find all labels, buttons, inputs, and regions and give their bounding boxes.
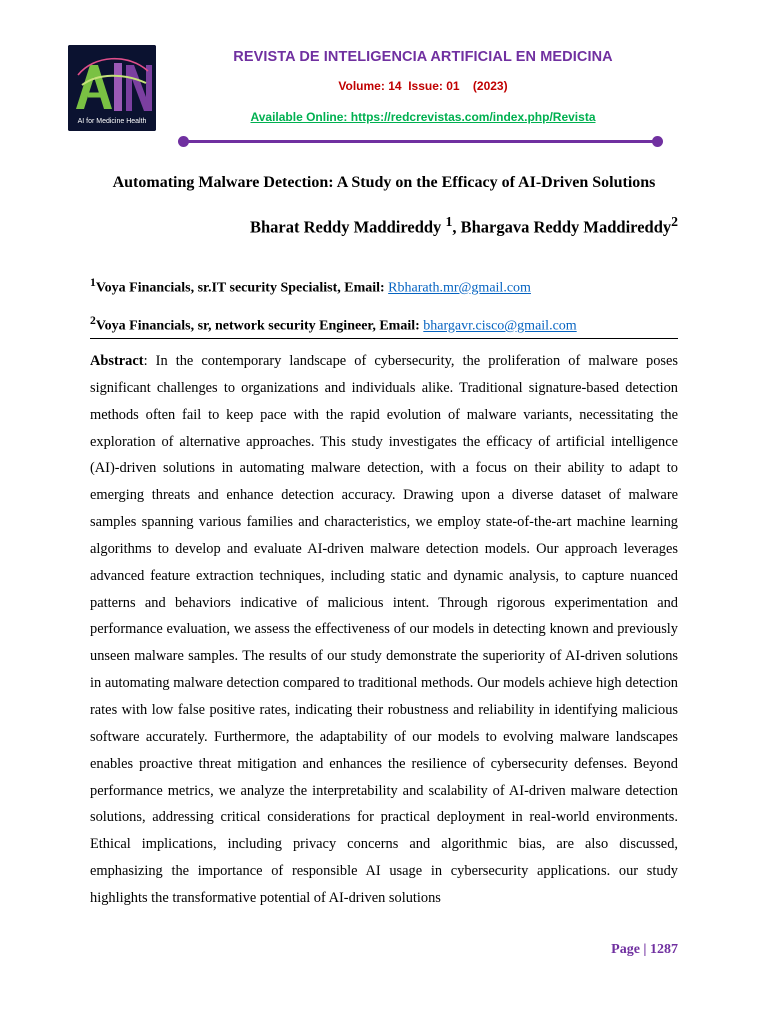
affiliation-2-mark: 2 bbox=[90, 314, 96, 327]
divider-right-dot bbox=[652, 136, 663, 147]
journal-volume-issue: Volume: 14 Issue: 01 (2023) bbox=[338, 79, 508, 93]
page-number: Page | 1287 bbox=[611, 942, 678, 957]
affiliation-2-text: Voya Financials, sr, network security Engineer, Email: bbox=[95, 318, 424, 334]
section-divider bbox=[90, 338, 678, 339]
author-separator: , bbox=[452, 217, 461, 237]
author-1-affil-mark: 1 bbox=[445, 214, 453, 229]
abstract-label: Abstract bbox=[90, 353, 144, 369]
author-line bbox=[250, 214, 678, 238]
affiliation-1-mark: 1 bbox=[90, 276, 96, 289]
abstract-paragraph bbox=[90, 348, 678, 912]
author-2: Bhargava Reddy Maddireddy bbox=[460, 217, 672, 237]
paper-title: Automating Malware Detection: A Study on the Efficacy of AI-Driven Solutions bbox=[112, 174, 656, 191]
abstract-text: : In the contemporary landscape of cybersecurity, the proliferation of malware poses significant challenges to organizations and individuals alike. Traditional signature-based detection methods often fail to keep pace with the rapid evolution of malware variants, necessitating the exploration of alternative approaches. This study investigates the efficacy of artificial intelligence (AI)-driven solutions in automating malware detection, with a focus on their ability to adapt to emerging threats and enhance detection accuracy. Drawing upon a diverse dataset of malware samples spanning various families and characteristics, we employ state-of-the-art machine learning algorithms to develop and evaluate AI-driven malware detection models. Our approach leverages advanced feature extraction techniques, including static and dynamic analysis, to capture nuanced patterns and behaviors indicative of malicious intent. Through rigorous experimentation and performance evaluation, we assess the effectiveness of our models in detecting known and previously unseen malware samples. The results of our study demonstrate the superiority of AI-driven solutions in automating malware detection compared to traditional methods. Our models achieve high detection rates with low false positive rates, indicating their robustness and reliability in identifying malicious software accurately. Furthermore, the adaptability of our models to evolving malware landscapes enables proactive threat mitigation and enhances the resilience of cybersecurity defenses. Beyond performance metrics, we analyze the interpretability and scalability of AI-driven malware detection solutions, addressing critical considerations for practical deployment in real-world environments. Ethical implications, including privacy concerns and algorithmic bias, are also discussed, emphasizing the importance of responsible AI usage in cybersecurity applications. our study highlights the transformative potential of AI-driven solutions bbox=[90, 353, 678, 906]
journal-online-link[interactable]: Available Online: https://redcrevistas.com/index.php/Revista bbox=[250, 110, 596, 124]
logo-caption: AI for Medicine Health bbox=[77, 118, 147, 125]
email-link-1[interactable]: Rbharath.mr@gmail.com bbox=[388, 280, 531, 296]
affiliation-2 bbox=[90, 314, 577, 335]
affiliation-1 bbox=[90, 276, 531, 297]
author-2-affil-mark: 2 bbox=[671, 214, 678, 229]
journal-title: REVISTA DE INTELIGENCIA ARTIFICIAL EN MEDICINA bbox=[233, 49, 613, 65]
author-1: Bharat Reddy Maddireddy bbox=[250, 217, 442, 237]
email-link-2[interactable]: bhargavr.cisco@gmail.com bbox=[423, 318, 577, 334]
affiliation-1-text: Voya Financials, sr.IT security Specialist, Email: bbox=[95, 280, 389, 296]
header-divider bbox=[183, 140, 657, 143]
